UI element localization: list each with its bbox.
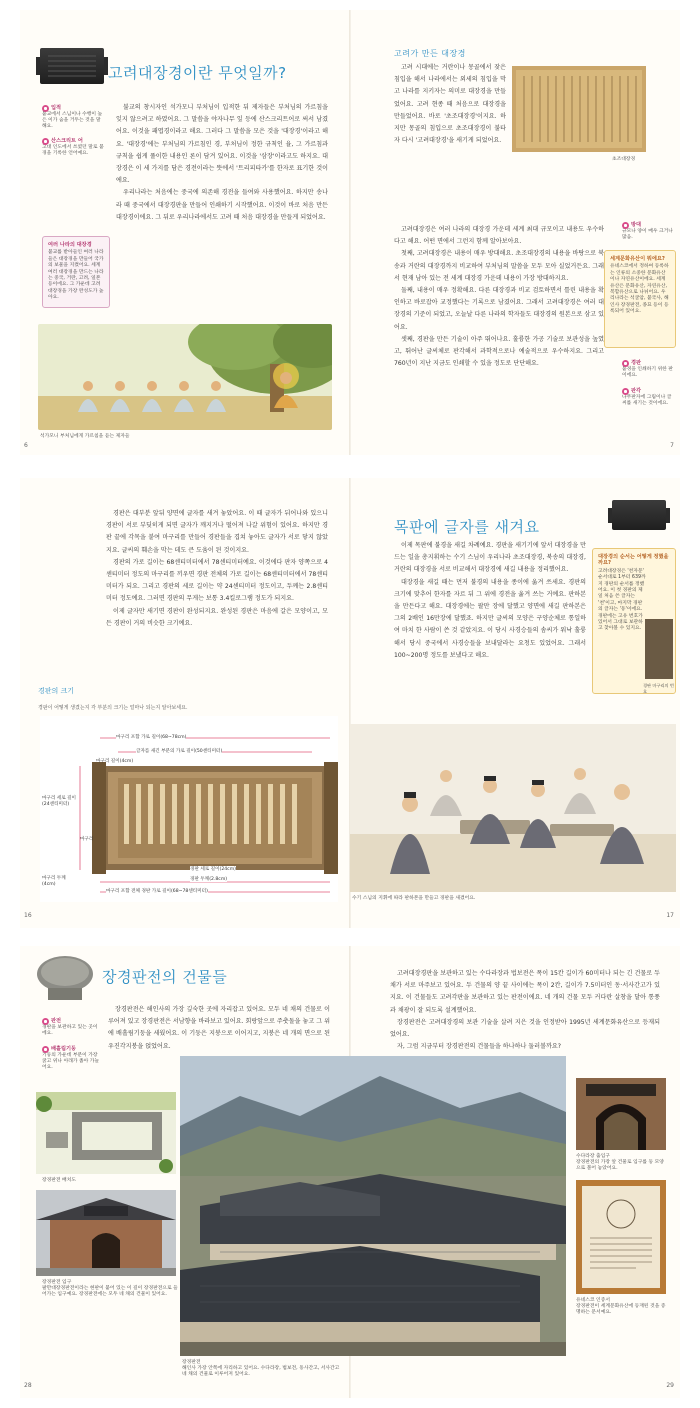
spread-1 xyxy=(20,10,680,455)
info-box-text: 고려대장경은 '천자문' 순서대로 1부터 639까지 경판의 순서를 정했어요. 이 첫 경판의 제일 처음 쓴 글자는 '천'이고, 마지막 경판의 글자는 '동'이에요. 경판에는 고유 번호가 있어서 그대로 보관하고 찾아볼 수 있지요. xyxy=(598,568,646,632)
body-text xyxy=(394,224,604,370)
note-term: 배흘림기둥 xyxy=(42,1046,100,1053)
sudarajang-gate-photo xyxy=(576,1078,666,1150)
page-number: 28 xyxy=(24,1382,32,1389)
note-term: 경판 xyxy=(622,360,674,367)
paragraph: 고려 시대에는 거란이나 몽골에서 잦은 침입을 해서 나라에서는 외세의 침입을 막고 나라를 지키자는 의미로 대장경을 만들었어요. 고려 현종 때 처음으로 대장경을 만들었어요. 바로 '초조대장경'이지요. 하지만 몽골의 침입으로 초조대장경이 불타자 다시 '고려대장경'을 새기게 되었어요. xyxy=(394,64,506,145)
page-title: 고려대장경이란 무엇일까? xyxy=(108,64,287,82)
block-number-image xyxy=(645,619,673,679)
note-term: 입적 xyxy=(42,105,104,112)
paragraph: 대장경을 새길 때는 먼저 불경의 내용을 종이에 옮겨 쓰세요. 경판의 크기에 맞추어 한자를 자르 뒤 그 위에 경전을 옮겨 쓰는 거예요. 판하본을 만든다고 해요. 대장경에는 팔만 장에 달했고 양면에 새길 판하본은 그의 2배인 16만장에 달했죠. 하지만 글씨의 모양은 구양순체로 통일하여 마치 한 사람이 쓴 것 같았지요. 이 당시 사경승들의 솜씨가 워낙 훌륭해서 당시 중국에서 사경승들을 보내달라는 요청도 있었어요. 그래서 100~200명 정도를 보냈다고 해요. xyxy=(394,578,586,659)
info-box-text: 유네스코에서 정하여 등록하는 인류의 소중한 문화유산이나 자연유산이에요. 세계유산은 문화유산, 자연유산, 복합유산으로 나뉘어요. 우리나라는 석굴암, 불국사, 해인사 장경판전, 종묘 등이 등록되어 있어요. xyxy=(610,264,669,315)
woodblock-size-diagram xyxy=(40,716,338,902)
woodblock-texture xyxy=(40,48,104,84)
info-box xyxy=(604,250,676,348)
note-marker-icon xyxy=(622,222,629,229)
paragraph: 둘째, 내용이 매우 정확해요. 다른 대장경과 비교 검토하면서 틀린 내용을 확인하고 바로잡아 교정했다는 기록으로 남겼어요. 그래서 고려대장경은 여러 대장경의 기준이 되었고, 오늘날 다른 나라의 학자들도 대장경의 원본으로 삼고 있어요. xyxy=(394,287,604,331)
section-subtitle: 고려가 만든 대장경 xyxy=(394,49,466,58)
paragraph: 장경판전은 해인사의 가장 깊숙한 곳에 자리잡고 있어요. 모두 네 채의 건물로 이루어져 있고 장경판전은 서남향을 바라보고 있어요. 회랑앞으로 주춧돌을 놓고 그 위에 배흘림기둥을 세웠어요. 이 기둥은 지붕으로 이어지고, 지붕은 네 개의 면으로 된 우진각지붕을 얹었어요. xyxy=(108,1006,330,1050)
diagram-label: 마구리 두께(4cm) xyxy=(42,876,66,887)
note-marker-icon xyxy=(42,138,49,145)
page-16 xyxy=(20,478,350,928)
note-term: 판각 xyxy=(622,388,674,395)
buddha-disciples-illustration xyxy=(38,324,332,430)
paragraph: 첫째, 고려대장경은 내용이 매우 방대해요. 초조대장경의 내용을 바탕으로 북송과 거란의 대장경까지 비교하여 부처님의 말씀을 모두 모아 실었거든요. 그래서 현재 남아 있는 전 세계 대장경 가운데 내용이 가장 방대하지요. xyxy=(394,250,604,282)
body-text xyxy=(108,1004,330,1053)
paragraph: 고려대장경은 여러 나라의 대장경 가운데 세계 최대 규모이고 내용도 우수하다고 해요. 어떤 면에서 그런지 함께 알아보아요. xyxy=(394,226,604,246)
body-text xyxy=(390,968,660,1053)
note-text: 규모나 양이 매우 크거나 많음. xyxy=(622,229,673,241)
image-caption-desc: 장경판전이 세계문화유산에 등재된 것을 증명하는 문서예요. xyxy=(576,1304,666,1315)
page-title: 장경판전의 건물들 xyxy=(102,968,228,986)
image-caption: 유네스코 인증서 xyxy=(576,1298,610,1303)
spread-3 xyxy=(20,946,680,1398)
diagram-label: 글자를 새긴 부분의 가로 길이(50센티미터) xyxy=(136,749,223,754)
side-note xyxy=(42,1046,100,1072)
image-caption: 장경판전 배치도 xyxy=(42,1178,76,1183)
diagram-title: 경판의 크기 xyxy=(38,687,75,695)
side-note xyxy=(42,1018,100,1037)
note-marker-icon xyxy=(622,360,629,367)
info-box xyxy=(592,548,676,694)
image-caption: 초조대장경 xyxy=(612,157,636,162)
woodblock-icon xyxy=(612,500,666,530)
woodblock-icon xyxy=(40,48,104,84)
side-note xyxy=(622,360,674,379)
chojo-daejanggyeong-image xyxy=(512,66,646,152)
paragraph: 자, 그럼 지금부터 장경판전의 건물들을 하나하나 둘러볼까요? xyxy=(397,1043,561,1051)
image-caption-desc: 팔만대장경판전이라는 현판이 붙어 있는 이 길이 장경판전으로 들어가는 입구예요. 장경판전에는 모두 네 채의 건물이 있어요. xyxy=(42,1286,178,1297)
layout-illustration xyxy=(36,1092,176,1174)
spread-2 xyxy=(20,478,680,928)
paragraph: 이제 목판에 불경을 새길 차례예요. 경판을 새기기에 앞서 대장경을 만드는 일을 총지휘하는 수기 스님이 우리나라 초조대장경, 북송의 대장경, 거란의 대장경을 서로 비교해서 대장경에 새길 내용을 정리했어요. xyxy=(394,542,586,574)
paragraph: 경판의 가로 길이는 68센티미터에서 78센티미터예요. 이것에다 판자 양쪽으로 4센티미터 정도의 마구리를 끼우면 경판 전체의 가로 길이는 68센티미터에서 78센티미터가 되요. 그리고 경판의 세로 길이는 약 24센티미터 정도이고, 두께는 2.8센티미터 정도예요. 그러면 경판의 무게는 보통 3.4킬로그램 정도가 되지요. xyxy=(106,558,328,603)
note-text: 불경을 인쇄하기 위한 판이에요. xyxy=(622,367,673,379)
side-note xyxy=(42,105,104,131)
body-text-top xyxy=(394,62,506,147)
side-note xyxy=(622,388,674,407)
info-box-title: 대장경의 순서는 어떻게 정했을까요? xyxy=(598,554,669,567)
note-marker-icon xyxy=(42,105,49,112)
note-text: 고대 인도에서 쓰였던 말로 불경을 기록한 언어예요. xyxy=(42,145,104,157)
diagram-label: 마구리 포함 가로 길이(68~78cm) xyxy=(116,735,187,740)
page-7 xyxy=(350,10,680,455)
image-caption: 수다라장 출입구 xyxy=(576,1154,610,1159)
paragraph: 이제 글자만 새기면 경판이 완성되지요. 완성된 경판은 마음에 갈은 모양이고, 모든 경판이 거의 비슷한 크기예요. xyxy=(106,607,328,627)
box-image-caption: 경판 마구리의 번호 xyxy=(643,683,674,695)
image-caption: 장경판전 입구 xyxy=(42,1280,72,1285)
page-6 xyxy=(20,10,350,455)
note-marker-icon xyxy=(622,388,629,395)
page-17 xyxy=(350,478,680,928)
note-term: 방대 xyxy=(622,222,674,229)
entrance-photo xyxy=(36,1190,176,1276)
diagram-label: 마구리 세로 길이(24센티미터) xyxy=(42,796,76,807)
note-text: 나무판자에 그림이나 글씨를 새기는 것이에요. xyxy=(622,395,672,407)
page-number: 6 xyxy=(24,442,28,449)
paragraph: 경판은 대부분 앞뒤 양면에 글자를 새겨 놓았어요. 이 때 글자가 뒤어나와 있으니 경판이 서로 부딪히게 되면 글자가 깨지거나 떨어져 나갈 위험이 있어요. 하지만 경판 끝에 각목을 붙여 마구리를 만들어 경판들을 겹쳐 놓아도 글자가 서로 닿지 않았지요. 글씨의 훼손을 막는 데도 큰 도움이 된 것이지요. xyxy=(106,510,328,554)
image-caption: 장경판전 xyxy=(182,1360,201,1365)
page-number: 29 xyxy=(666,1382,674,1389)
info-box-title: 세계문화유산이 뭐에요? xyxy=(610,256,665,262)
janggyeong-panjeon-photo xyxy=(180,1056,566,1356)
illustration-caption: 석가모니 부처님에게 가르침을 듣는 제자들 xyxy=(40,434,130,439)
diagram-label: 마구리 포함 전체 경판 가로 길이(68~78센티미터) xyxy=(106,889,208,894)
page-number: 17 xyxy=(666,912,674,919)
body-text xyxy=(394,540,586,662)
note-text: 기둥의 가운데 부분이 가장 굵고 위나 아래가 좁아 가늘어요. xyxy=(42,1053,100,1071)
paragraph: 우리나라는 처음에는 중국에 의존해 경전을 들여와 사용했어요. 하지만 송나라 때 중국에서 대장경판을 만들어 인쇄하기 시작했어요. 이것이 바로 처음 만든 대장경이에요. 그 뒤로 우리나라에서도 고려 때 처음 대장경을 만들게 되었어요. xyxy=(116,189,328,221)
side-note xyxy=(42,138,104,157)
paragraph: 고려대장경판을 보관하고 있는 수다라장과 법보전은 폭이 15칸 길이가 60미터나 되는 긴 건물로 두 채가 서로 마주보고 있어요. 두 건물의 양 끝 사이에는 폭이 2칸, 길이가 7.5미터인 동·서사간고가 있지요. 이 건물들도 고려각판을 보관하고 있는 판전이에요. 네 개의 건물 모두 커다란 살창을 달아 통풍과 채광이 잘 되도록 설계했어요. xyxy=(390,970,660,1014)
diagram-label: 경판 세로 길이(24cm) xyxy=(190,867,236,872)
note-text: 불교에서 스님이나 수행이 높은 이가 숨을 거두는 것을 말해요. xyxy=(42,112,103,130)
body-text xyxy=(106,508,328,630)
page-title: 목판에 글자를 새겨요 xyxy=(394,518,540,536)
note-term: 판전 xyxy=(42,1018,100,1025)
note-term: 산스크리트 어 xyxy=(42,138,104,145)
stone-stele-icon xyxy=(34,952,96,1004)
paragraph: 셋째, 경판을 만든 기술이 아주 뛰어나요. 훌륭한 가공 기술로 보관성을 높였고, 뛰어난 글씨체로 판각해서 과학적으로나 예술적으로 우수하지요. 그리고 760년이 지난 지금도 인쇄할 수 있을 정도로 단단해요. xyxy=(394,335,604,368)
unesco-certificate-image xyxy=(576,1180,666,1294)
image-caption-desc: 해인사 가장 안쪽에 자리하고 있어요. 수다라장, 법보전, 동사간고, 서사간고 네 채의 건물로 이루어져 있어요. xyxy=(182,1366,340,1377)
diagram-subtitle: 경판이 어떻게 생겼는지 각 부분의 크기는 얼마나 되는지 알아보세요. xyxy=(38,705,188,711)
image-caption-desc: 장경판전의 가장 앞 건물로 입구를 둥 모양으로 볼어 놓았어요. xyxy=(576,1160,664,1171)
note-text: 경판을 보관하고 있는 곳이에요. xyxy=(42,1025,98,1037)
diagram-label: 마구리 길이(4cm) xyxy=(96,759,134,764)
paragraph: 장경판전은 고려대장경의 보관 기술을 살려 지은 것을 인정받아 1995년 세계문화유산으로 등재되었어요. xyxy=(390,1018,660,1039)
paragraph: 불교의 창시자인 석가모니 부처님이 입적한 뒤 제자들은 부처님의 가르침을 잊지 않으려고 하였어요. 그 말씀을 야자나무 잎 등에 산스크리트어로 써서 남겼어요. 이것을 패엽경이라고 해요. 그러다 그 말씀을 모은 것을 '대장경'이라고 해요. '대장경'에는 부처님의 가르침인 경, 부처님이 정한 규칙인 율, 그 가르침과 규칙을 쉽게 풀이한 내용인 론이 담겨 있어요. 이것을 '삼장'이라고도 하지요. 대장경은 이 세 가지를 담은 경전이라는 뜻에서 '트리피타카'를 한자로 표기한 것이에요. xyxy=(116,104,328,185)
page-number: 16 xyxy=(24,912,32,919)
body-text xyxy=(116,102,328,224)
diagram-label: 경판 두께(2.8cm) xyxy=(190,877,228,882)
illustration-caption: 수기 스님의 지휘에 따라 판하본을 만들고 경판을 새겼어요. xyxy=(352,896,476,901)
diagram-label: 마구리 xyxy=(80,837,94,842)
info-box-title: 여러 나라의 대장경 xyxy=(48,242,92,248)
note-marker-icon xyxy=(42,1046,49,1053)
note-marker-icon xyxy=(42,1018,49,1025)
info-box-text: 불교를 받아들인 여러 나라들은 대장경을 만들어 국가의 보물을 지켰어요. 세계 여러 대장경을 만드는 나라는 중국, 거란, 고려, 일본 등이에요. 그 가운데 고려대장경을 가장 완성도가 높아요. xyxy=(48,250,104,301)
page-number: 7 xyxy=(670,442,674,449)
info-box xyxy=(42,236,110,308)
carving-illustration xyxy=(350,724,676,892)
side-note xyxy=(622,222,674,241)
